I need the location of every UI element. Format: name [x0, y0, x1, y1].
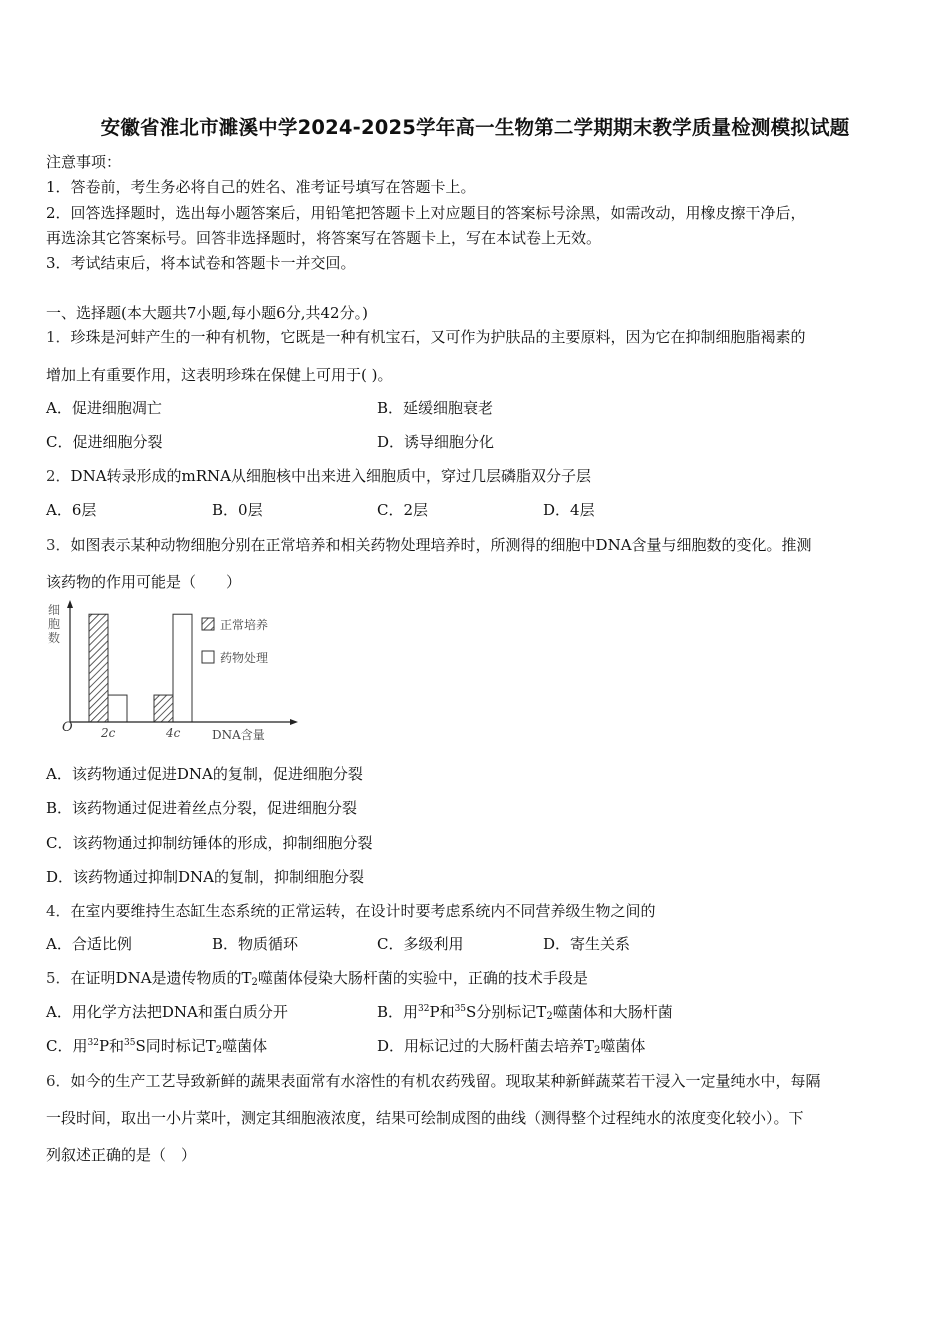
question-text: DNA转录形成的mRNA从细胞核中出来进入细胞质中，穿过几层磷脂双分子层	[70, 467, 592, 485]
notice-item: 3．考试结束后，将本试卷和答题卡一并交回。	[46, 254, 356, 272]
question-number: 4．	[46, 902, 71, 920]
question-number: 5．	[46, 969, 71, 987]
option-d[interactable]: D．4层	[543, 501, 595, 519]
question-text: 如今的生产工艺导致新鲜的蔬果表面常有水溶性的有机农药残留。现取某种新鲜蔬菜若干浸入一定量纯水中，每隔	[70, 1072, 821, 1090]
y-axis-arrow	[67, 600, 73, 608]
page-title: 安徽省淮北市濉溪中学2024-2025学年高一生物第二学期期末教学质量检测模拟试题	[100, 116, 850, 139]
question-text: 如图表示某种动物细胞分别在正常培养和相关药物处理培养时，所测得的细胞中DNA含量与细胞数的变化。推测	[70, 536, 812, 554]
option-text: 噬菌体	[222, 1037, 268, 1055]
notice-item: 1．答卷前，考生务必将自己的姓名、准考证号填写在答题卡上。	[46, 178, 476, 196]
question-text: 在室内要维持生态缸生态系统的正常运转，在设计时要考虑系统内不同营养级生物之间的	[70, 902, 656, 920]
x-axis-arrow	[290, 719, 298, 725]
option-text: D．用标记过的大肠杆菌去培养T	[377, 1037, 595, 1055]
question-6	[46, 1071, 821, 1091]
y-axis-label: 细胞数	[48, 603, 61, 645]
question-number: 6．	[46, 1072, 71, 1090]
option-b[interactable]: B．该药物通过促进着丝点分裂，促进细胞分裂	[46, 799, 358, 817]
option-a[interactable]: A．用化学方法把DNA和蛋白质分开	[46, 1003, 288, 1021]
option-d[interactable]: D．诱导细胞分化	[377, 433, 495, 451]
option-a[interactable]: A．该药物通过促进DNA的复制，促进细胞分裂	[46, 765, 363, 783]
option-b[interactable]	[377, 1002, 673, 1022]
option-c[interactable]: C．2层	[377, 501, 429, 519]
bar-normal-2c	[89, 614, 108, 722]
option-text: B．用	[377, 1003, 419, 1021]
subscript: 2	[215, 1045, 223, 1056]
option-c[interactable]: C．促进细胞分裂	[46, 433, 163, 451]
option-b[interactable]: B．0层	[212, 501, 263, 519]
option-c[interactable]: C．多级利用	[377, 935, 464, 953]
dna-cell-count-chart	[44, 598, 306, 748]
question-number: 2．	[46, 467, 71, 485]
option-text: P和	[429, 1003, 455, 1021]
subscript: 2	[546, 1011, 553, 1022]
question-3	[46, 535, 812, 555]
bar-drug-4c	[173, 614, 192, 722]
x-tick-label: 2c	[101, 726, 116, 740]
option-b[interactable]: B．物质循环	[212, 935, 299, 953]
question-text: 列叙述正确的是（ ）	[46, 1146, 197, 1164]
notice-item: 2．回答选择题时，选出每小题答案后，用铅笔把答题卡上对应题目的答案标号涂黑，如需改动，用橡皮擦干净后，	[46, 204, 806, 222]
option-text: S同时标记T	[135, 1037, 216, 1055]
question-5	[46, 968, 588, 988]
question-text: 在证明DNA是遗传物质的T	[70, 969, 252, 987]
question-text: 珍珠是河蚌产生的一种有机物，它既是一种有机宝石，又可作为护肤品的主要原料，因为它在抑制细胞脂褐素的	[70, 328, 806, 346]
question-number: 1．	[46, 328, 71, 346]
option-c[interactable]	[46, 1036, 267, 1056]
option-d[interactable]: D．该药物通过抑制DNA的复制，抑制细胞分裂	[46, 868, 365, 886]
option-b[interactable]: B．延缓细胞衰老	[377, 399, 494, 417]
option-c[interactable]: C．该药物通过抑制纺锤体的形成，抑制细胞分裂	[46, 834, 373, 852]
superscript: 35	[124, 1038, 136, 1048]
option-text: S分别标记T	[466, 1003, 547, 1021]
origin-label: O	[62, 720, 73, 735]
superscript: 32	[418, 1004, 430, 1014]
question-text: 增加上有重要作用，这表明珍珠在保健上可用于( )。	[46, 366, 393, 384]
option-a[interactable]: A．6层	[46, 501, 97, 519]
x-axis-label: DNA含量	[212, 728, 265, 742]
option-text: 噬菌体	[600, 1037, 646, 1055]
option-d[interactable]: D．寄生关系	[543, 935, 631, 953]
option-d[interactable]	[377, 1036, 645, 1056]
notice-heading: 注意事项：	[46, 153, 122, 171]
subscript: 2	[594, 1045, 601, 1056]
section-heading: 一、选择题(本大题共7小题,每小题6分,共42分。)	[46, 304, 368, 322]
question-text: 噬菌体侵染大肠杆菌的实验中，正确的技术手段是	[257, 969, 588, 987]
legend-swatch-drug	[202, 651, 214, 663]
legend-label-normal: 正常培养	[220, 618, 269, 632]
bar-drug-2c	[108, 695, 127, 722]
x-tick-label: 4c	[166, 726, 181, 740]
question-number: 3．	[46, 536, 71, 554]
option-text: 噬菌体和大肠杆菌	[552, 1003, 673, 1021]
bar-normal-4c	[154, 695, 173, 722]
question-2	[46, 466, 591, 486]
superscript: 35	[454, 1004, 467, 1014]
question-text: 该药物的作用可能是（ ）	[46, 573, 242, 591]
legend-label-drug: 药物处理	[220, 651, 269, 665]
option-text: P和	[98, 1037, 125, 1055]
question-text: 一段时间，取出一小片菜叶，测定其细胞液浓度，结果可绘制成图的曲线（测得整个过程纯水的浓度变化较小）。下	[46, 1109, 804, 1127]
notice-item: 再选涂其它答案标号。回答非选择题时，将答案写在答题卡上，写在本试卷上无效。	[46, 229, 602, 247]
legend-swatch-normal	[202, 618, 214, 630]
superscript: 32	[87, 1038, 99, 1048]
question-4	[46, 901, 656, 921]
subscript: 2	[251, 977, 258, 988]
option-text: C．用	[46, 1037, 88, 1055]
option-a[interactable]: A．促进细胞凋亡	[46, 399, 162, 417]
question-1	[46, 327, 806, 347]
option-a[interactable]: A．合适比例	[46, 935, 132, 953]
